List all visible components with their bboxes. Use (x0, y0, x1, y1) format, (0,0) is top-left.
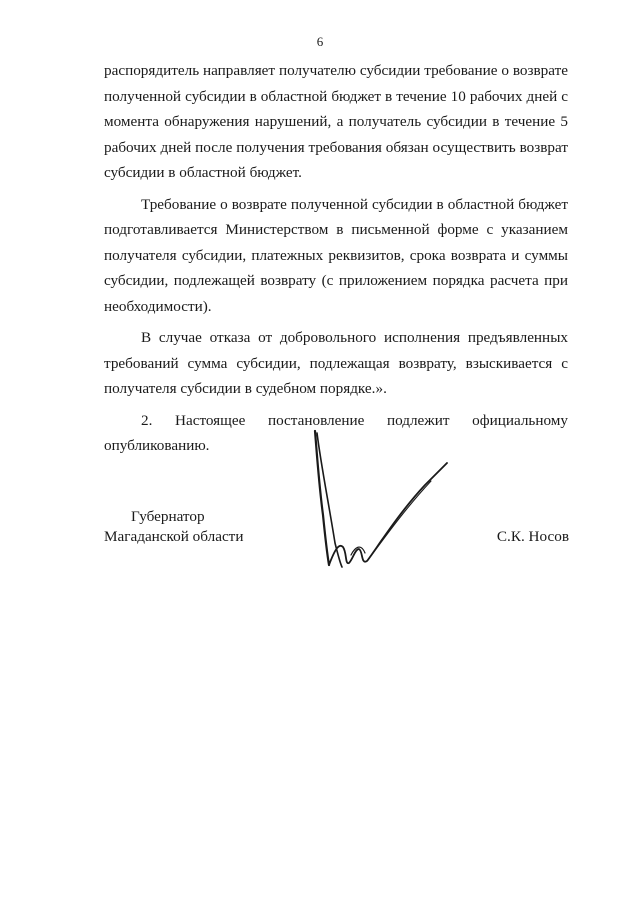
paragraph-publication: 2. Настоящее постановление подлежит официальному опубликованию. (104, 411, 568, 454)
signatory-position (104, 507, 243, 547)
signatory-position-line2: Магаданской области (104, 528, 244, 545)
handwritten-signature (305, 425, 455, 580)
signatory-name: С.К. Носов (496, 528, 569, 545)
paragraph-refusal-recovery: В случае отказа от добровольного исполнения предъявленных требований сумма субсидии, подлежащая возврату, взыскивается с получателя субсидии в судебном порядке.». (104, 329, 568, 397)
signatory-position-line1: Губернатор (131, 508, 205, 525)
paragraph-subsidy-return-terms: распорядитель направляет получателю субсидии требование о возврате полученной субсидии в областной бюджет в течение 10 рабочих дней с момента обнаружения нарушений, а получатель субсидии в течение 5 рабочих дней после получения требования обязан осуществить возврат субсидии в областной бюджет. (104, 62, 568, 181)
paragraph-return-requirement: Требование о возврате полученной субсидии в областной бюджет подготавливается Министерством в письменной форме с указанием получателя субсидии, платежных реквизитов, срока возврата и суммы субсидии, подлежащей возврату (с приложением порядка расчета при необходимости). (104, 195, 568, 315)
page-number: 6 (316, 34, 324, 49)
